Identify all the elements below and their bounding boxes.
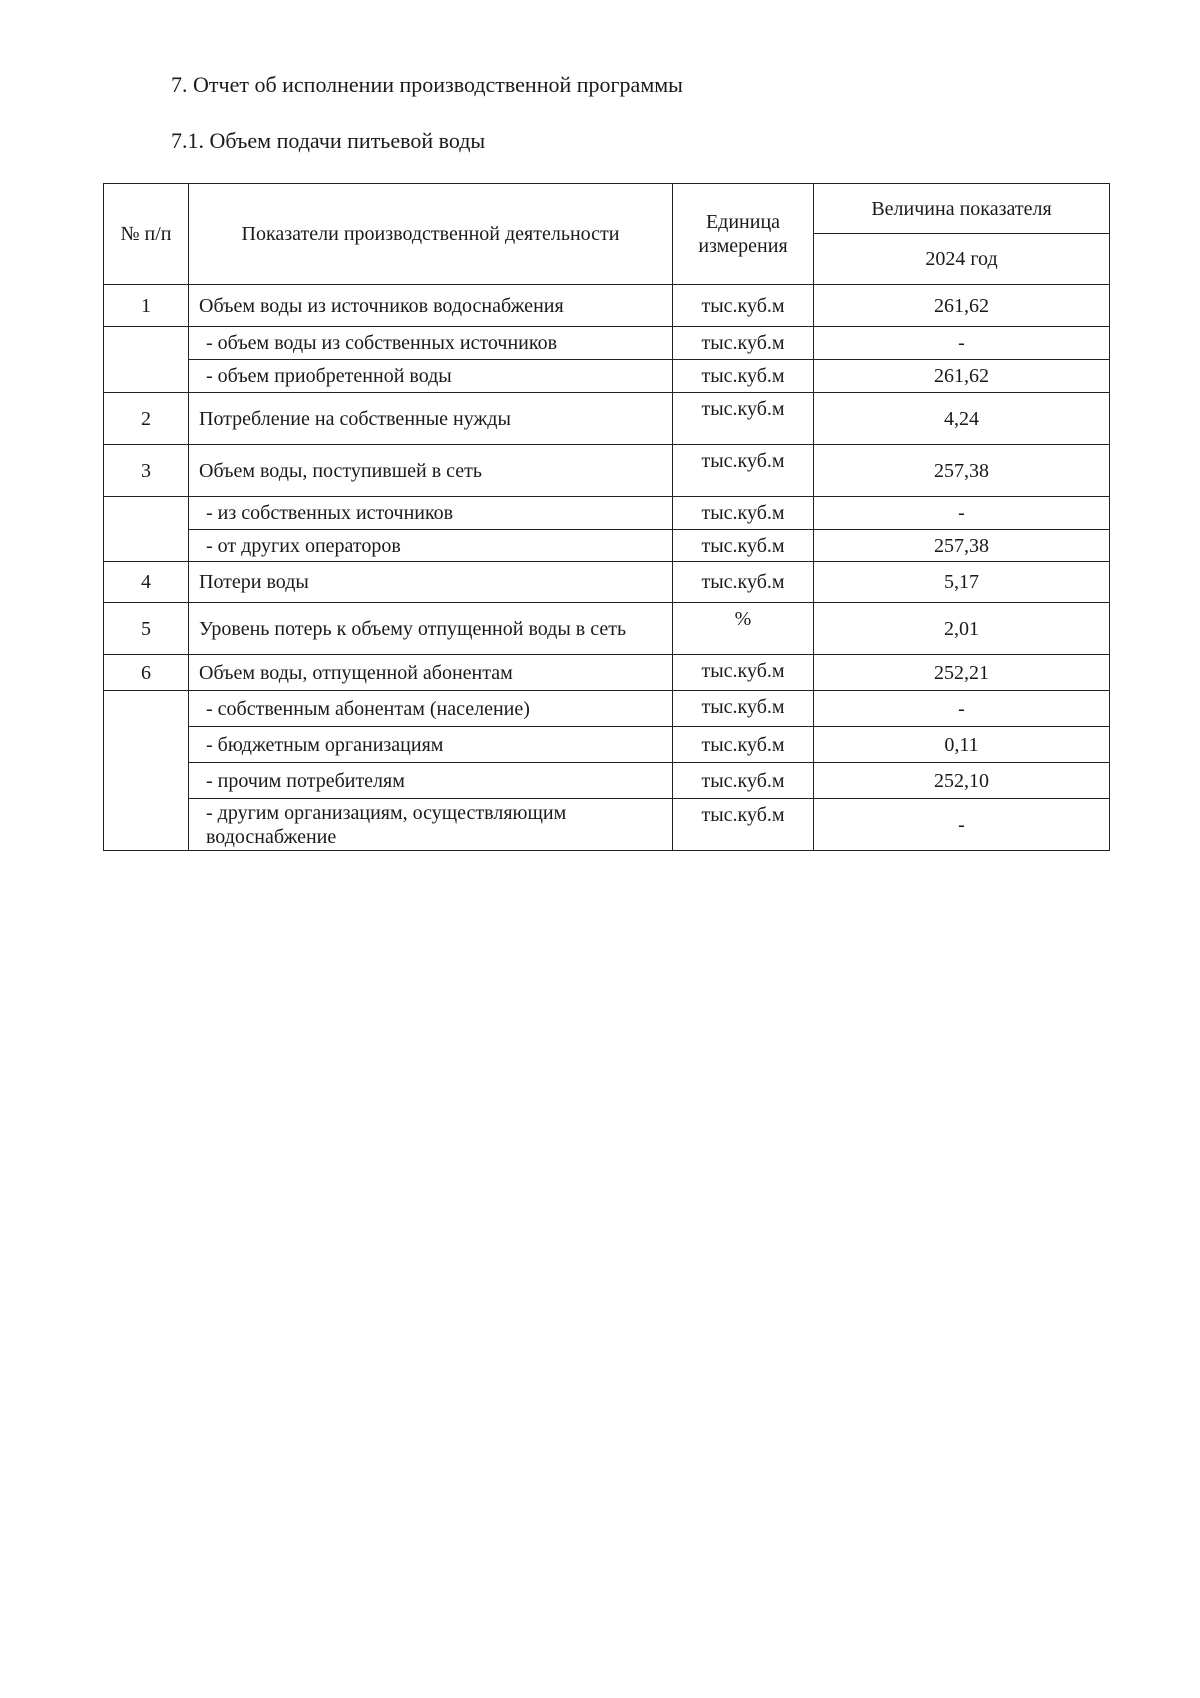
row-name: - от других операторов	[189, 530, 673, 562]
row-unit: тыс.куб.м	[673, 285, 814, 327]
row-value: 261,62	[814, 360, 1110, 393]
table-row	[104, 603, 1110, 655]
row-unit: %	[673, 603, 814, 655]
table-row	[104, 497, 1110, 530]
row-unit: тыс.куб.м	[673, 445, 814, 497]
table-row	[104, 393, 1110, 445]
row-num: 6	[104, 655, 189, 691]
row-num: 4	[104, 562, 189, 603]
row-unit: тыс.куб.м	[673, 530, 814, 562]
row-unit: тыс.куб.м	[673, 655, 814, 691]
row-name: Объем воды из источников водоснабжения	[189, 285, 673, 327]
row-num: 3	[104, 445, 189, 497]
section-title: 7. Отчет об исполнении производственной программы	[171, 72, 683, 97]
row-value: 4,24	[814, 393, 1110, 445]
row-num-group	[104, 691, 189, 851]
table-row	[104, 360, 1110, 393]
row-name: Потребление на собственные нужды	[189, 393, 673, 445]
row-value: 252,21	[814, 655, 1110, 691]
header-unit: Единица измерения	[673, 184, 814, 285]
row-unit: тыс.куб.м	[673, 727, 814, 763]
row-name: - бюджетным организациям	[189, 727, 673, 763]
row-unit: тыс.куб.м	[673, 763, 814, 799]
row-unit: тыс.куб.м	[673, 562, 814, 603]
row-name: Объем воды, поступившей в сеть	[189, 445, 673, 497]
row-unit: тыс.куб.м	[673, 691, 814, 727]
row-name: Уровень потерь к объему отпущенной воды в сеть	[189, 603, 673, 655]
row-name: - собственным абонентам (население)	[189, 691, 673, 727]
row-value: -	[814, 327, 1110, 360]
row-name: - другим организациям, осуществляющим водоснабжение	[189, 799, 673, 851]
row-num-group	[104, 327, 189, 393]
table-row	[104, 799, 1110, 851]
header-year: 2024 год	[814, 234, 1110, 285]
row-value: -	[814, 497, 1110, 530]
header-indicator: Показатели производственной деятельности	[189, 184, 673, 285]
table-row	[104, 445, 1110, 497]
row-num-group	[104, 497, 189, 562]
row-unit: тыс.куб.м	[673, 497, 814, 530]
row-value: 261,62	[814, 285, 1110, 327]
table-row	[104, 530, 1110, 562]
row-name: - объем приобретенной воды	[189, 360, 673, 393]
row-name: Потери воды	[189, 562, 673, 603]
row-value: -	[814, 691, 1110, 727]
table-row	[104, 285, 1110, 327]
table-row	[104, 562, 1110, 603]
row-name: Объем воды, отпущенной абонентам	[189, 655, 673, 691]
row-unit: тыс.куб.м	[673, 799, 814, 851]
row-value: 5,17	[814, 562, 1110, 603]
row-num: 2	[104, 393, 189, 445]
row-unit: тыс.куб.м	[673, 360, 814, 393]
row-name: - объем воды из собственных источников	[189, 327, 673, 360]
water-supply-table	[103, 183, 1110, 851]
row-value: 257,38	[814, 445, 1110, 497]
header-num: № п/п	[104, 184, 189, 285]
table-row	[104, 727, 1110, 763]
row-value: 0,11	[814, 727, 1110, 763]
row-num: 5	[104, 603, 189, 655]
table-row	[104, 691, 1110, 727]
table-row	[104, 655, 1110, 691]
row-name: - прочим потребителям	[189, 763, 673, 799]
table-row	[104, 763, 1110, 799]
row-value: 257,38	[814, 530, 1110, 562]
row-value: 252,10	[814, 763, 1110, 799]
row-value: -	[814, 799, 1110, 851]
row-value: 2,01	[814, 603, 1110, 655]
subsection-title: 7.1. Объем подачи питьевой воды	[171, 128, 486, 153]
row-unit: тыс.куб.м	[673, 393, 814, 445]
row-name: - из собственных источников	[189, 497, 673, 530]
row-unit: тыс.куб.м	[673, 327, 814, 360]
header-value: Величина показателя	[814, 184, 1110, 234]
row-num: 1	[104, 285, 189, 327]
table-row	[104, 327, 1110, 360]
